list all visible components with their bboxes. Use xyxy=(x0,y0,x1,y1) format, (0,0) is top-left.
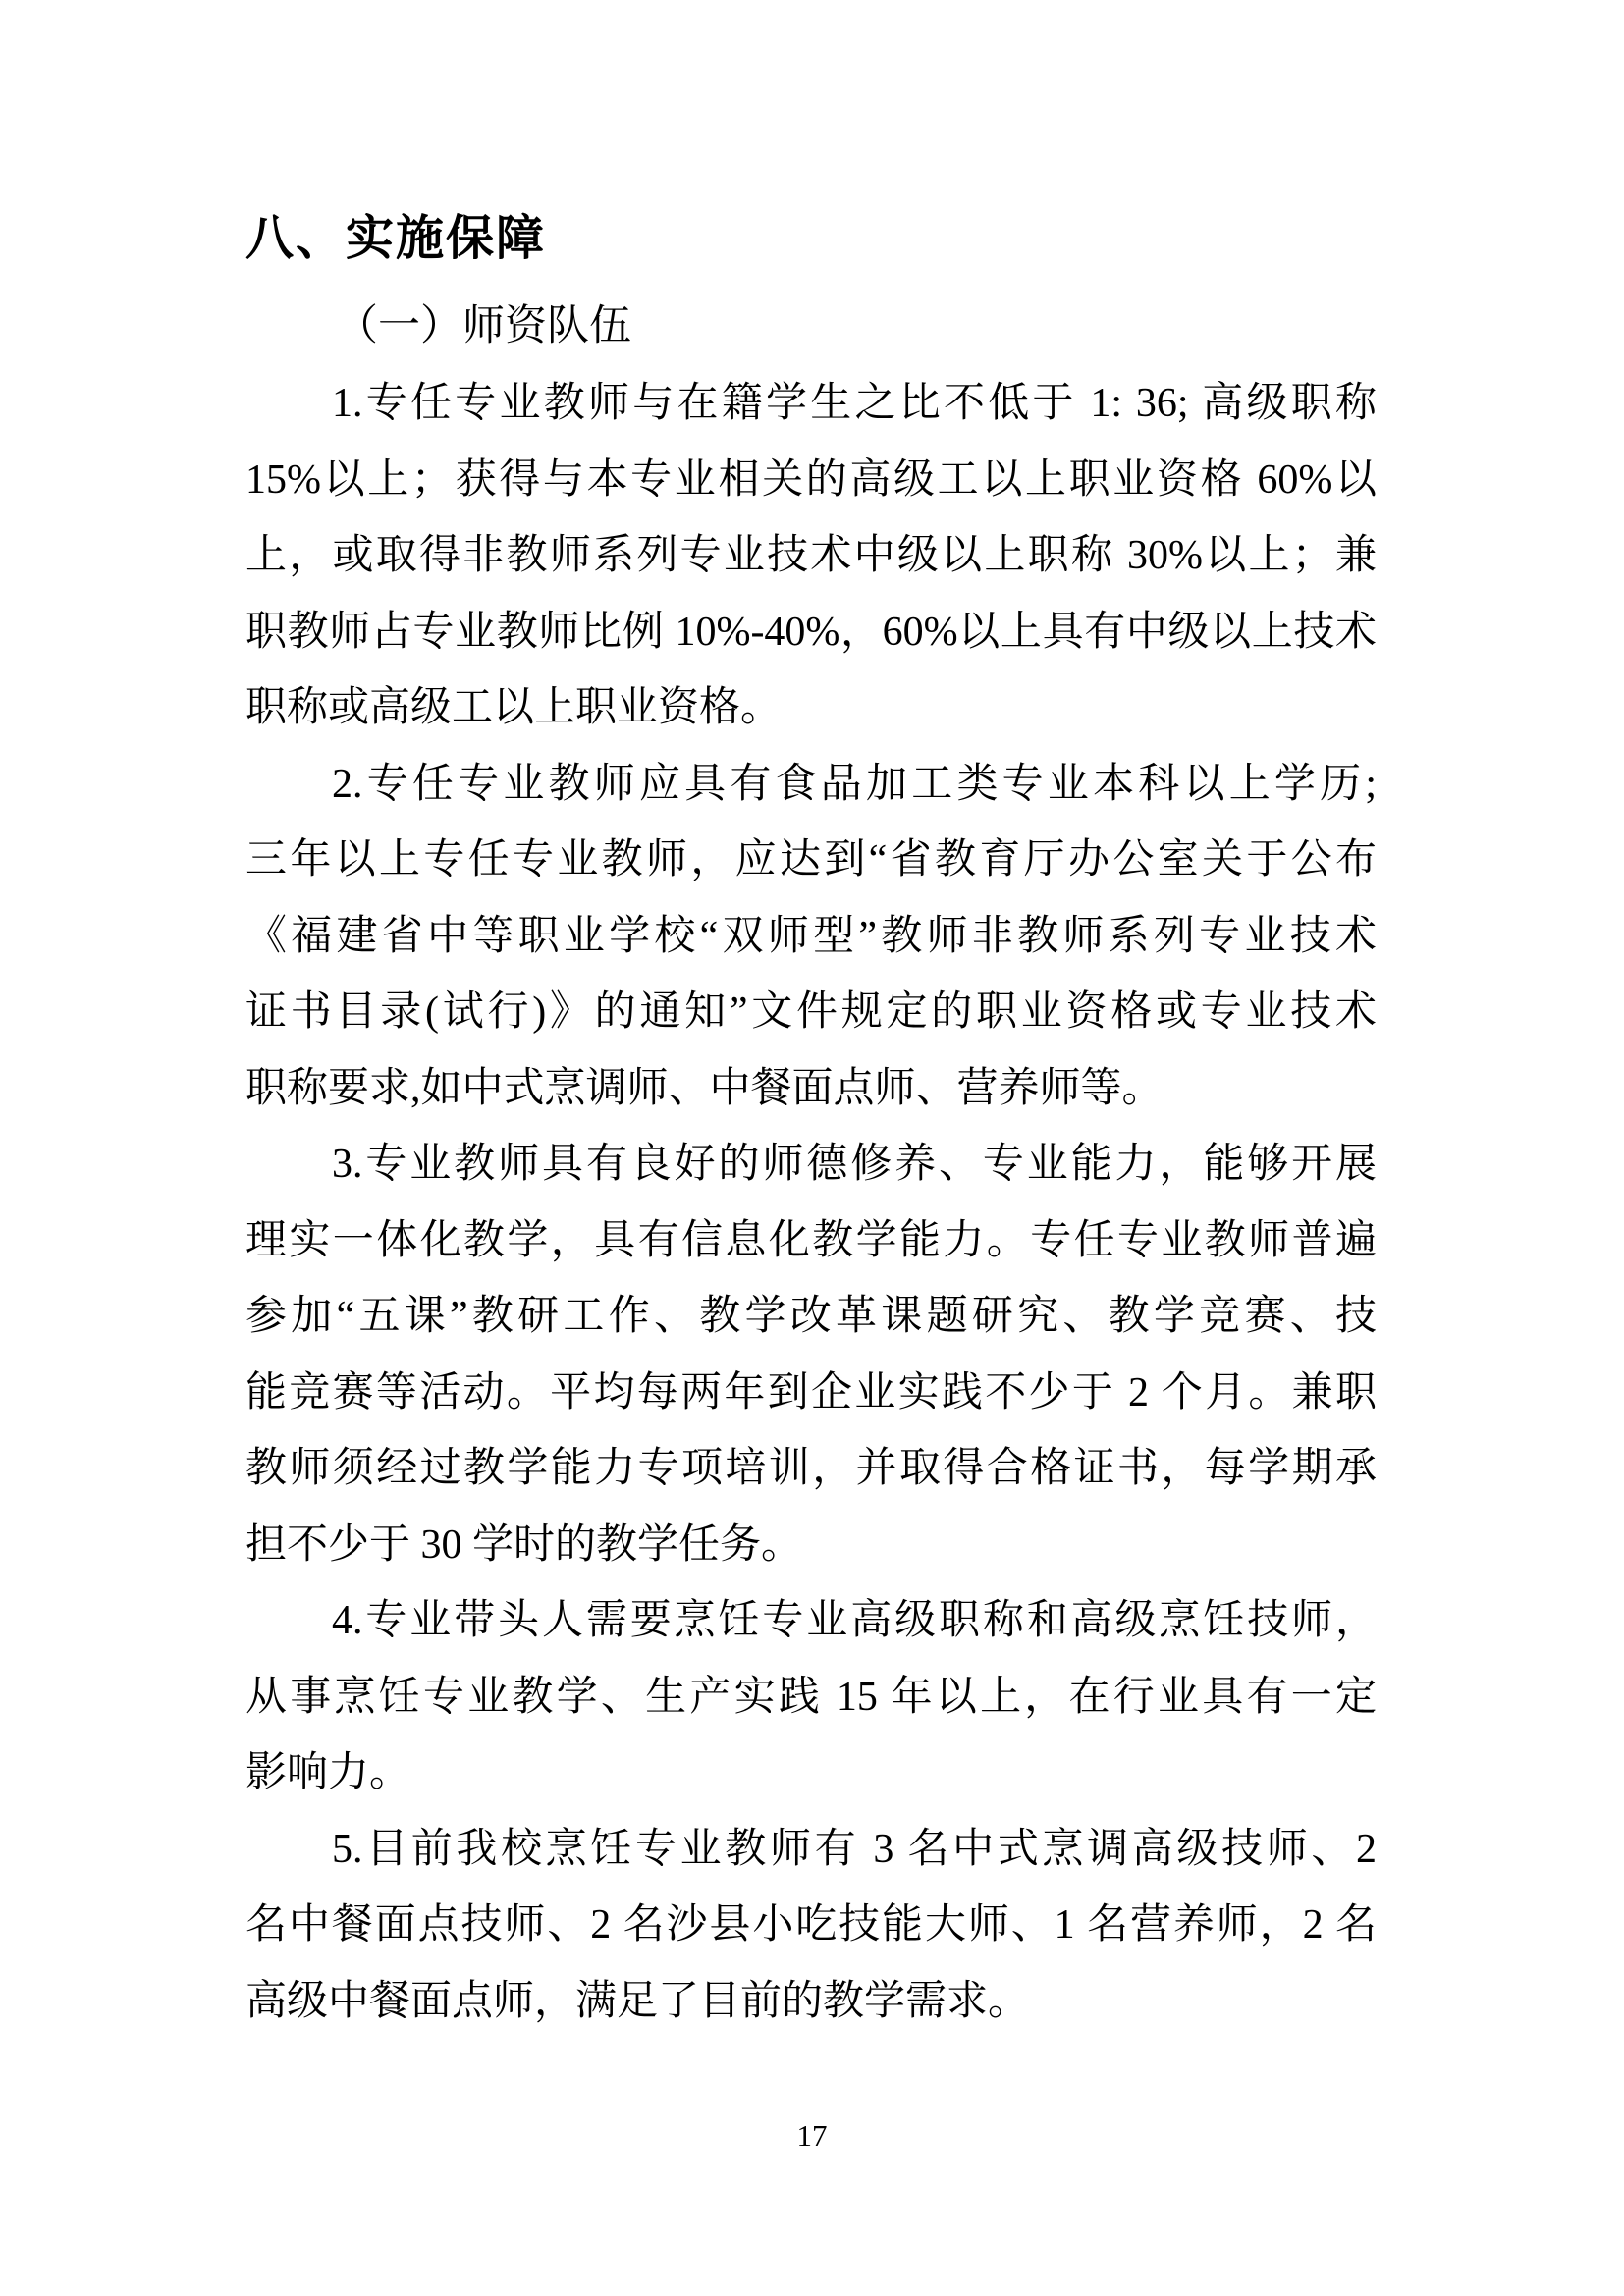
text-line: 《福建省中等职业学校“双师型”教师非教师系列专业技术 xyxy=(245,913,1377,959)
text-line: 职称要求,如中式烹调师、中餐面点师、营养师等。 xyxy=(245,1065,1164,1111)
body-text xyxy=(245,366,1377,2040)
text-line: 证书目录(试行)》的通知”文件规定的职业资格或专业技术 xyxy=(245,989,1377,1035)
text-line: 从事烹饪专业教学、生产实践 15 年以上，在行业具有一定 xyxy=(245,1674,1377,1720)
text-line: 高级中餐面点师，满足了目前的教学需求。 xyxy=(245,1978,1030,2024)
text-line: 三年以上专任专业教师，应达到“省教育厅办公室关于公布 xyxy=(245,837,1377,882)
text-line: 2.专任专业教师应具有食品加工类专业本科以上学历; xyxy=(332,761,1377,807)
text-line: 5.目前我校烹饪专业教师有 3 名中式烹调高级技师、2 xyxy=(332,1826,1377,1872)
text-line: 理实一体化教学，具有信息化教学能力。专任专业教师普遍 xyxy=(245,1217,1377,1263)
text-line: 3.专业教师具有良好的师德修养、专业能力，能够开展 xyxy=(332,1142,1377,1187)
text-line: 4.专业带头人需要烹饪专业高级职称和高级烹饪技师， xyxy=(332,1598,1377,1643)
text-line: 担不少于 30 学时的教学任务。 xyxy=(245,1522,803,1568)
text-line: 职称或高级工以上职业资格。 xyxy=(245,685,783,730)
text-line: 15%以上；获得与本专业相关的高级工以上职业资格 60%以 xyxy=(245,456,1377,503)
text-line: 参加“五课”教研工作、教学改革课题研究、教学竞赛、技 xyxy=(245,1294,1377,1339)
text-line: 职教师占专业教师比例 10%-40%，60%以上具有中级以上技术 xyxy=(245,609,1377,655)
text-line: 影响力。 xyxy=(245,1750,411,1795)
text-line: 能竞赛等活动。平均每两年到企业实践不少于 2 个月。兼职 xyxy=(245,1369,1377,1415)
text-line: 名中餐面点技师、2 名沙县小吃技能大师、1 名营养师，2 名 xyxy=(245,1902,1377,1948)
section-heading: 八、实施保障 xyxy=(245,212,547,265)
subsection-heading: （一）师资队伍 xyxy=(336,303,631,349)
text-line: 1.专任专业教师与在籍学生之比不低于 1: 36; 高级职称 xyxy=(332,381,1377,426)
text-line: 上，或取得非教师系列专业技术中级以上职称 30%以上；兼 xyxy=(245,533,1377,578)
page-number: 17 xyxy=(796,2118,828,2153)
text-line: 教师须经过教学能力专项培训，并取得合格证书，每学期承 xyxy=(245,1446,1377,1491)
